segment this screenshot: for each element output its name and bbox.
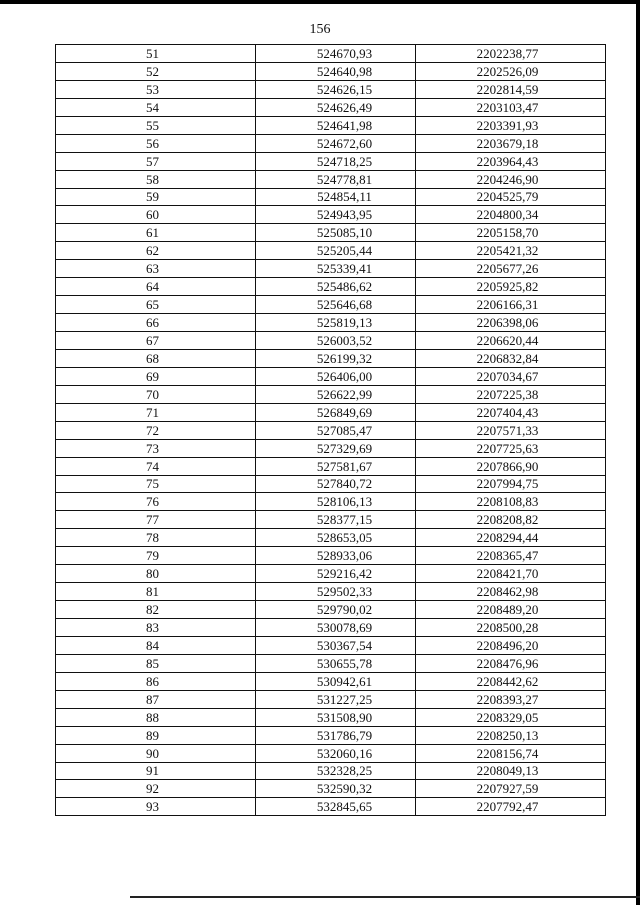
point-number-cell: 72 bbox=[56, 421, 256, 439]
point-number-cell: 53 bbox=[56, 80, 256, 98]
table-row bbox=[56, 385, 606, 403]
coordinates-table-body bbox=[56, 45, 606, 816]
y-coordinate-cell: 2208208,82 bbox=[416, 511, 606, 529]
table-row bbox=[56, 367, 606, 385]
coordinates-table bbox=[55, 44, 606, 816]
table-row bbox=[56, 242, 606, 260]
point-number-cell: 78 bbox=[56, 529, 256, 547]
point-number-cell: 89 bbox=[56, 726, 256, 744]
table-row bbox=[56, 314, 606, 332]
table-row bbox=[56, 296, 606, 314]
y-coordinate-cell: 2208496,20 bbox=[416, 636, 606, 654]
x-coordinate-cell: 532845,65 bbox=[256, 798, 416, 816]
table-row bbox=[56, 45, 606, 63]
x-coordinate-cell: 526849,69 bbox=[256, 403, 416, 421]
x-coordinate-cell: 527581,67 bbox=[256, 457, 416, 475]
y-coordinate-cell: 2203391,93 bbox=[416, 116, 606, 134]
point-number-cell: 90 bbox=[56, 744, 256, 762]
point-number-cell: 51 bbox=[56, 45, 256, 63]
point-number-cell: 71 bbox=[56, 403, 256, 421]
y-coordinate-cell: 2207034,67 bbox=[416, 367, 606, 385]
table-row bbox=[56, 116, 606, 134]
point-number-cell: 64 bbox=[56, 278, 256, 296]
y-coordinate-cell: 2205158,70 bbox=[416, 224, 606, 242]
table-row bbox=[56, 98, 606, 116]
point-number-cell: 59 bbox=[56, 188, 256, 206]
y-coordinate-cell: 2206166,31 bbox=[416, 296, 606, 314]
point-number-cell: 92 bbox=[56, 780, 256, 798]
table-row bbox=[56, 780, 606, 798]
x-coordinate-cell: 532590,32 bbox=[256, 780, 416, 798]
point-number-cell: 61 bbox=[56, 224, 256, 242]
point-number-cell: 83 bbox=[56, 619, 256, 637]
point-number-cell: 65 bbox=[56, 296, 256, 314]
x-coordinate-cell: 525819,13 bbox=[256, 314, 416, 332]
x-coordinate-cell: 527840,72 bbox=[256, 475, 416, 493]
x-coordinate-cell: 524670,93 bbox=[256, 45, 416, 63]
y-coordinate-cell: 2203964,43 bbox=[416, 152, 606, 170]
y-coordinate-cell: 2207571,33 bbox=[416, 421, 606, 439]
x-coordinate-cell: 526622,99 bbox=[256, 385, 416, 403]
y-coordinate-cell: 2202526,09 bbox=[416, 62, 606, 80]
y-coordinate-cell: 2207725,63 bbox=[416, 439, 606, 457]
point-number-cell: 85 bbox=[56, 654, 256, 672]
table-row bbox=[56, 457, 606, 475]
y-coordinate-cell: 2208294,44 bbox=[416, 529, 606, 547]
point-number-cell: 52 bbox=[56, 62, 256, 80]
y-coordinate-cell: 2207994,75 bbox=[416, 475, 606, 493]
y-coordinate-cell: 2208393,27 bbox=[416, 690, 606, 708]
y-coordinate-cell: 2205925,82 bbox=[416, 278, 606, 296]
x-coordinate-cell: 524672,60 bbox=[256, 134, 416, 152]
x-coordinate-cell: 531786,79 bbox=[256, 726, 416, 744]
y-coordinate-cell: 2207927,59 bbox=[416, 780, 606, 798]
table-row bbox=[56, 134, 606, 152]
table-row bbox=[56, 708, 606, 726]
point-number-cell: 84 bbox=[56, 636, 256, 654]
table-row bbox=[56, 529, 606, 547]
table-row bbox=[56, 152, 606, 170]
y-coordinate-cell: 2206398,06 bbox=[416, 314, 606, 332]
x-coordinate-cell: 532060,16 bbox=[256, 744, 416, 762]
table-row bbox=[56, 332, 606, 350]
x-coordinate-cell: 524641,98 bbox=[256, 116, 416, 134]
scan-border-top bbox=[0, 0, 640, 4]
table-row bbox=[56, 762, 606, 780]
y-coordinate-cell: 2208329,05 bbox=[416, 708, 606, 726]
x-coordinate-cell: 524943,95 bbox=[256, 206, 416, 224]
point-number-cell: 58 bbox=[56, 170, 256, 188]
x-coordinate-cell: 529216,42 bbox=[256, 565, 416, 583]
x-coordinate-cell: 524626,15 bbox=[256, 80, 416, 98]
x-coordinate-cell: 524640,98 bbox=[256, 62, 416, 80]
y-coordinate-cell: 2208489,20 bbox=[416, 601, 606, 619]
point-number-cell: 79 bbox=[56, 547, 256, 565]
y-coordinate-cell: 2207225,38 bbox=[416, 385, 606, 403]
x-coordinate-cell: 530655,78 bbox=[256, 654, 416, 672]
y-coordinate-cell: 2203679,18 bbox=[416, 134, 606, 152]
y-coordinate-cell: 2205421,32 bbox=[416, 242, 606, 260]
point-number-cell: 75 bbox=[56, 475, 256, 493]
x-coordinate-cell: 524626,49 bbox=[256, 98, 416, 116]
table-row bbox=[56, 511, 606, 529]
point-number-cell: 66 bbox=[56, 314, 256, 332]
x-coordinate-cell: 524854,11 bbox=[256, 188, 416, 206]
y-coordinate-cell: 2208250,13 bbox=[416, 726, 606, 744]
table-row bbox=[56, 439, 606, 457]
y-coordinate-cell: 2208462,98 bbox=[416, 583, 606, 601]
x-coordinate-cell: 525646,68 bbox=[256, 296, 416, 314]
table-row bbox=[56, 601, 606, 619]
x-coordinate-cell: 526406,00 bbox=[256, 367, 416, 385]
y-coordinate-cell: 2207866,90 bbox=[416, 457, 606, 475]
table-row bbox=[56, 672, 606, 690]
table-row bbox=[56, 493, 606, 511]
table-row bbox=[56, 278, 606, 296]
y-coordinate-cell: 2208156,74 bbox=[416, 744, 606, 762]
x-coordinate-cell: 525486,62 bbox=[256, 278, 416, 296]
table-row bbox=[56, 224, 606, 242]
x-coordinate-cell: 527329,69 bbox=[256, 439, 416, 457]
point-number-cell: 74 bbox=[56, 457, 256, 475]
point-number-cell: 60 bbox=[56, 206, 256, 224]
table-row bbox=[56, 260, 606, 278]
x-coordinate-cell: 531508,90 bbox=[256, 708, 416, 726]
x-coordinate-cell: 525085,10 bbox=[256, 224, 416, 242]
y-coordinate-cell: 2208442,62 bbox=[416, 672, 606, 690]
table-row bbox=[56, 565, 606, 583]
y-coordinate-cell: 2204525,79 bbox=[416, 188, 606, 206]
table-row bbox=[56, 475, 606, 493]
point-number-cell: 81 bbox=[56, 583, 256, 601]
page-number: 156 bbox=[309, 22, 331, 37]
y-coordinate-cell: 2208049,13 bbox=[416, 762, 606, 780]
point-number-cell: 56 bbox=[56, 134, 256, 152]
scan-bottom-line bbox=[130, 896, 640, 898]
point-number-cell: 93 bbox=[56, 798, 256, 816]
x-coordinate-cell: 526003,52 bbox=[256, 332, 416, 350]
point-number-cell: 86 bbox=[56, 672, 256, 690]
y-coordinate-cell: 2202238,77 bbox=[416, 45, 606, 63]
table-row bbox=[56, 206, 606, 224]
x-coordinate-cell: 525205,44 bbox=[256, 242, 416, 260]
table-row bbox=[56, 403, 606, 421]
x-coordinate-cell: 524718,25 bbox=[256, 152, 416, 170]
point-number-cell: 63 bbox=[56, 260, 256, 278]
x-coordinate-cell: 529502,33 bbox=[256, 583, 416, 601]
y-coordinate-cell: 2203103,47 bbox=[416, 98, 606, 116]
x-coordinate-cell: 530367,54 bbox=[256, 636, 416, 654]
x-coordinate-cell: 526199,32 bbox=[256, 349, 416, 367]
y-coordinate-cell: 2208108,83 bbox=[416, 493, 606, 511]
point-number-cell: 77 bbox=[56, 511, 256, 529]
table-row bbox=[56, 744, 606, 762]
x-coordinate-cell: 524778,81 bbox=[256, 170, 416, 188]
point-number-cell: 91 bbox=[56, 762, 256, 780]
table-row bbox=[56, 798, 606, 816]
point-number-cell: 55 bbox=[56, 116, 256, 134]
table-row bbox=[56, 726, 606, 744]
y-coordinate-cell: 2208476,96 bbox=[416, 654, 606, 672]
y-coordinate-cell: 2208421,70 bbox=[416, 565, 606, 583]
y-coordinate-cell: 2204246,90 bbox=[416, 170, 606, 188]
y-coordinate-cell: 2206620,44 bbox=[416, 332, 606, 350]
point-number-cell: 76 bbox=[56, 493, 256, 511]
y-coordinate-cell: 2208500,28 bbox=[416, 619, 606, 637]
scan-border-right bbox=[636, 0, 640, 905]
table-row bbox=[56, 654, 606, 672]
point-number-cell: 68 bbox=[56, 349, 256, 367]
point-number-cell: 62 bbox=[56, 242, 256, 260]
table-row bbox=[56, 80, 606, 98]
x-coordinate-cell: 530942,61 bbox=[256, 672, 416, 690]
table-row bbox=[56, 583, 606, 601]
point-number-cell: 80 bbox=[56, 565, 256, 583]
y-coordinate-cell: 2205677,26 bbox=[416, 260, 606, 278]
table-row bbox=[56, 188, 606, 206]
x-coordinate-cell: 528377,15 bbox=[256, 511, 416, 529]
table-row bbox=[56, 62, 606, 80]
point-number-cell: 82 bbox=[56, 601, 256, 619]
point-number-cell: 57 bbox=[56, 152, 256, 170]
y-coordinate-cell: 2207792,47 bbox=[416, 798, 606, 816]
x-coordinate-cell: 527085,47 bbox=[256, 421, 416, 439]
y-coordinate-cell: 2202814,59 bbox=[416, 80, 606, 98]
y-coordinate-cell: 2207404,43 bbox=[416, 403, 606, 421]
table-row bbox=[56, 690, 606, 708]
table-row bbox=[56, 619, 606, 637]
y-coordinate-cell: 2206832,84 bbox=[416, 349, 606, 367]
point-number-cell: 87 bbox=[56, 690, 256, 708]
point-number-cell: 54 bbox=[56, 98, 256, 116]
x-coordinate-cell: 529790,02 bbox=[256, 601, 416, 619]
table-row bbox=[56, 170, 606, 188]
x-coordinate-cell: 528933,06 bbox=[256, 547, 416, 565]
x-coordinate-cell: 528653,05 bbox=[256, 529, 416, 547]
table-row bbox=[56, 349, 606, 367]
x-coordinate-cell: 532328,25 bbox=[256, 762, 416, 780]
point-number-cell: 70 bbox=[56, 385, 256, 403]
y-coordinate-cell: 2208365,47 bbox=[416, 547, 606, 565]
point-number-cell: 69 bbox=[56, 367, 256, 385]
point-number-cell: 67 bbox=[56, 332, 256, 350]
table-row bbox=[56, 421, 606, 439]
x-coordinate-cell: 528106,13 bbox=[256, 493, 416, 511]
table-row bbox=[56, 636, 606, 654]
x-coordinate-cell: 525339,41 bbox=[256, 260, 416, 278]
x-coordinate-cell: 530078,69 bbox=[256, 619, 416, 637]
point-number-cell: 88 bbox=[56, 708, 256, 726]
table-row bbox=[56, 547, 606, 565]
x-coordinate-cell: 531227,25 bbox=[256, 690, 416, 708]
point-number-cell: 73 bbox=[56, 439, 256, 457]
y-coordinate-cell: 2204800,34 bbox=[416, 206, 606, 224]
